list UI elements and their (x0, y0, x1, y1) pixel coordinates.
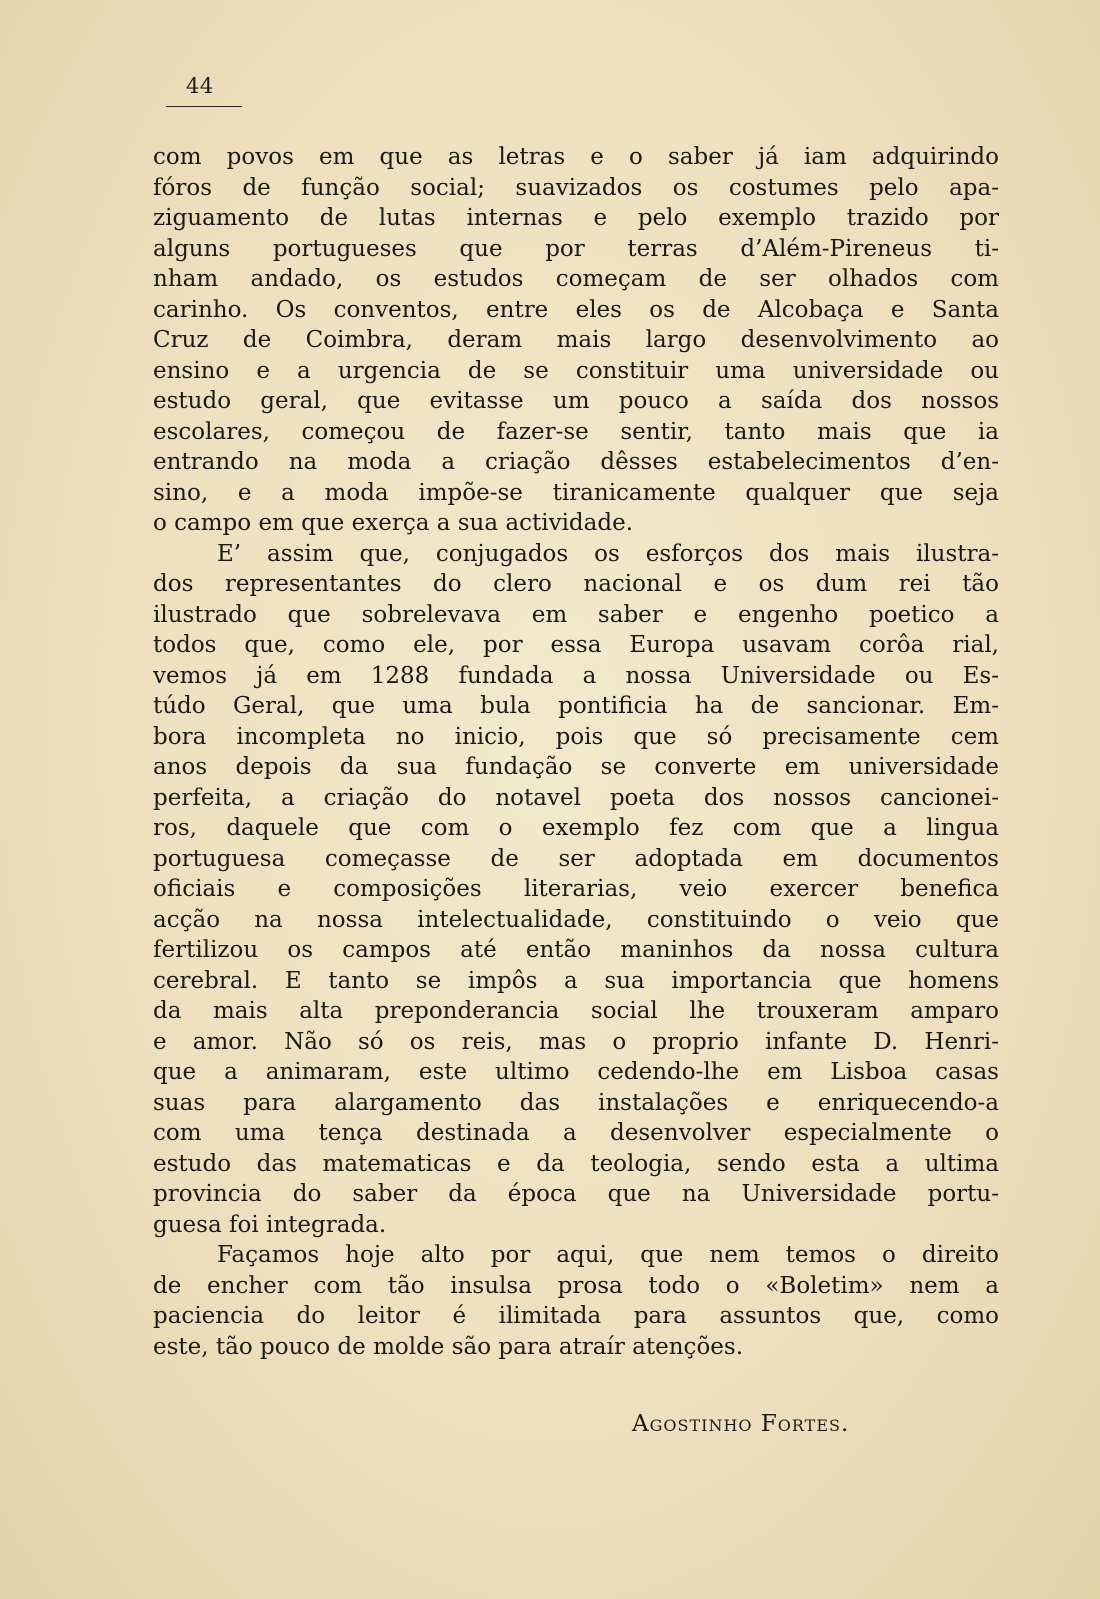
page-number: 44 (186, 74, 214, 98)
body-text (153, 142, 999, 1362)
text-line: fóros de função social; suavizados os costumes pelo apa- (153, 174, 999, 201)
text-line: nham andado, os estudos começam de ser olhados com (153, 266, 999, 292)
paragraph-3 (153, 1240, 999, 1362)
text-line: ros, daquele que com o exemplo fez com que a lingua (153, 815, 999, 841)
text-line: anos depois da sua fundação se converte em universidade (153, 754, 999, 780)
text-line: entrando na moda a criação dêsses estabelecimentos d’en- (153, 449, 999, 475)
author-signature: Agostinho Fortes. (632, 1411, 850, 1437)
text-line: suas para alargamento das instalações e enriquecendo-a (153, 1089, 999, 1116)
paragraph-2 (153, 539, 999, 1241)
text-line: alguns portugueses que por terras d’Além-Pireneus ti- (153, 235, 999, 262)
text-line: e amor. Não só os reis, mas o proprio infante D. Henri- (153, 1028, 999, 1055)
text-line: que a animaram, este ultimo cedendo-lhe em Lisboa casas (153, 1059, 999, 1085)
text-line: da mais alta preponderancia social lhe trouxeram amparo (153, 998, 999, 1024)
text-line: oficiais e composições literarias, veio exercer benefica (153, 876, 999, 902)
text-line: com uma tença destinada a desenvolver especialmente o (153, 1120, 999, 1146)
text-line: portuguesa começasse de ser adoptada em documentos (153, 845, 999, 872)
text-line: ilustrado que sobrelevava em saber e engenho poetico a (153, 601, 999, 628)
text-line: perfeita, a criação do notavel poeta dos nossos cancionei- (153, 784, 999, 811)
text-line: ensino e a urgencia de se constituir uma universidade ou (153, 357, 999, 384)
text-line: acção na nossa intelectualidade, constituindo o veio que (153, 906, 999, 933)
text-line: carinho. Os conventos, entre eles os de Alcobaça e Santa (153, 296, 999, 323)
text-line: de encher com tão insulsa prosa todo o «Boletim» nem a (153, 1272, 999, 1299)
text-line: bora incompleta no inicio, pois que só precisamente cem (153, 723, 999, 750)
text-line: todos que, como ele, por essa Europa usavam corôa rial, (153, 632, 999, 658)
text-line: o campo em que exerça a sua actividade. (153, 510, 634, 536)
text-line: estudo geral, que evitasse um pouco a saída dos nossos (153, 388, 999, 414)
text-line: dos representantes do clero nacional e os dum rei tão (153, 571, 999, 597)
page-number-rule (166, 106, 242, 107)
paragraph-1 (153, 142, 999, 539)
text-line: ziguamento de lutas internas e pelo exemplo trazido por (153, 205, 999, 231)
text-line: provincia do saber da época que na Universidade portu- (153, 1181, 999, 1207)
text-line: cerebral. E tanto se impôs a sua importancia que homens (153, 967, 999, 994)
text-line: vemos já em 1288 fundada a nossa Universidade ou Es- (153, 662, 999, 689)
text-line: escolares, começou de fazer-se sentir, tanto mais que ia (153, 418, 999, 445)
text-line: Cruz de Coimbra, deram mais largo desenvolvimento ao (153, 327, 999, 353)
text-line: com povos em que as letras e o saber já iam adquirindo (153, 144, 999, 170)
text-line: Façamos hoje alto por aqui, que nem temos o direito (217, 1242, 999, 1268)
text-line: guesa foi integrada. (153, 1211, 387, 1238)
text-line: paciencia do leitor é ilimitada para assuntos que, como (153, 1303, 999, 1329)
text-line: E’ assim que, conjugados os esforços dos mais ilustra- (217, 540, 999, 567)
text-line: este, tão pouco de molde são para atraír atenções. (153, 1333, 744, 1360)
text-line: sino, e a moda impõe-se tiranicamente qualquer que seja (153, 479, 999, 506)
text-line: fertilizou os campos até então maninhos da nossa cultura (153, 937, 999, 963)
text-line: túdo Geral, que uma bula pontificia ha de sancionar. Em- (153, 693, 999, 719)
text-line: estudo das matematicas e da teologia, sendo esta a ultima (153, 1150, 999, 1177)
